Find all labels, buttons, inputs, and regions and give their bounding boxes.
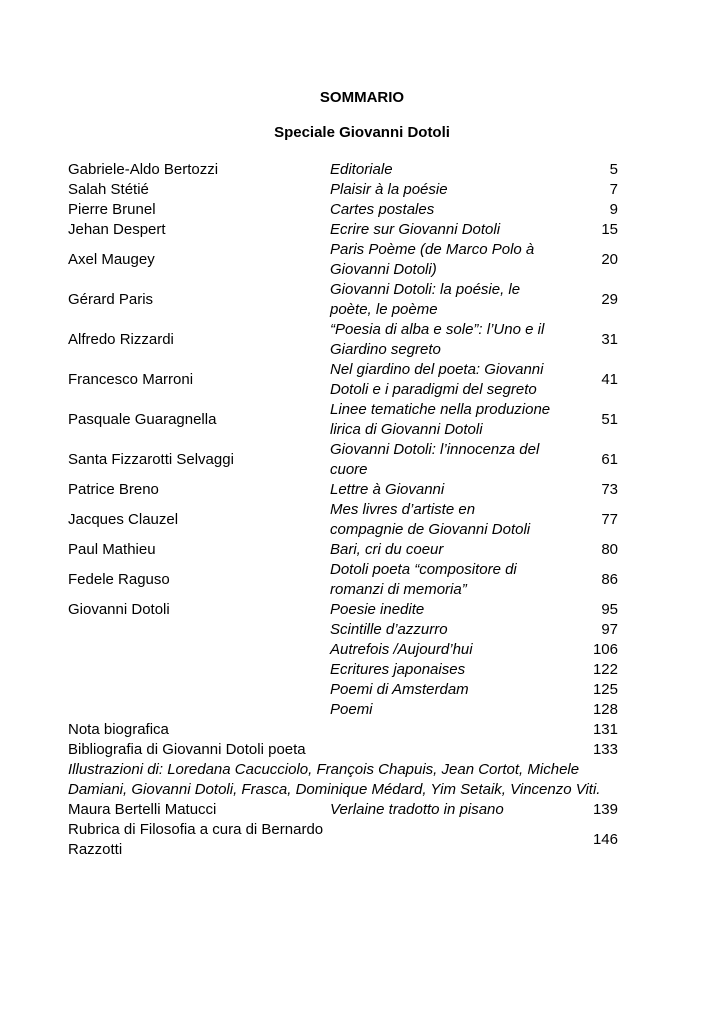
toc-title: Poemi [330,701,373,718]
table-row [66,280,620,320]
toc-page-number: 7 [609,181,618,198]
toc-title: Paris Poème (de Marco Polo à Giovanni Dotoli) [330,241,535,278]
toc-title: Verlaine tradotto in pisano [330,801,504,818]
page-subtitle: Speciale Giovanni Dotoli [274,124,450,141]
toc-title: Lettre à Giovanni [330,481,445,498]
table-row [66,400,620,440]
toc-page-number: 29 [601,291,618,308]
table-of-contents [66,160,620,860]
toc-author: Giovanni Dotoli [68,601,170,618]
table-row [66,440,620,480]
toc-page-number: 139 [592,801,618,818]
toc-page-number: 20 [601,251,618,268]
toc-author [66,700,328,720]
toc-page-number: 41 [601,371,618,388]
table-row [66,160,620,180]
toc-label: Nota biografica [68,721,169,738]
toc-author: Gabriele-Aldo Bertozzi [68,161,219,178]
toc-author: Paul Mathieu [68,541,156,558]
toc-title: Linee tematiche nella produzione lirica di Giovanni Dotoli [330,401,551,438]
toc-author: Francesco Marroni [68,371,194,388]
toc-author [66,680,328,700]
toc-page-number: 95 [601,601,618,618]
toc-author: Alfredo Rizzardi [68,331,174,348]
toc-page-number: 51 [601,411,618,428]
toc-author [66,640,328,660]
toc-author: Pasquale Guaragnella [68,411,217,428]
toc-row-illustrazioni [66,760,620,800]
toc-page-number: 106 [592,641,618,658]
toc-row-rubrica [66,820,620,860]
toc-title: Editoriale [330,161,393,178]
toc-title: Dotoli poeta “compositore di romanzi di memoria” [330,561,517,598]
toc-page-number: 97 [601,621,618,638]
toc-illustrations-credit: Illustrazioni di: Loredana Cacucciolo, François Chapuis, Jean Cortot, Michele Damiani, Giovanni Dotoli, Frasca, Dominique Médard, Yim Setaik, Vincenzo Viti. [68,761,601,798]
table-row [66,640,620,660]
table-row [66,220,620,240]
toc-title: Giovanni Dotoli: la poésie, le poète, le poème [330,281,521,318]
toc-author: Salah Stétié [68,181,149,198]
toc-title: Poesie inedite [330,601,425,618]
toc-page-number: 31 [601,331,618,348]
toc-author: Gérard Paris [68,291,154,308]
table-row [66,600,620,620]
toc-label: Rubrica di Filosofia a cura di Bernardo Razzotti [68,821,324,858]
toc-title: Cartes postales [330,201,435,218]
table-row [66,360,620,400]
table-row [66,540,620,560]
table-row [66,700,620,720]
toc-title: Giovanni Dotoli: l’innocenza del cuore [330,441,540,478]
toc-row-bibliografia [66,740,620,760]
table-row [66,320,620,360]
toc-page-number: 146 [592,831,618,848]
table-row [66,240,620,280]
toc-author [66,660,328,680]
toc-body [66,160,620,860]
toc-page-number: 133 [592,741,618,758]
toc-author: Patrice Breno [68,481,159,498]
toc-label: Bibliografia di Giovanni Dotoli poeta [68,741,306,758]
toc-page-number: 128 [592,701,618,718]
toc-author [66,620,328,640]
toc-author: Fedele Raguso [68,571,170,588]
toc-author: Maura Bertelli Matucci [68,801,217,818]
toc-title: Ecrire sur Giovanni Dotoli [330,221,501,238]
toc-title: Ecritures japonaises [330,661,466,678]
toc-author: Santa Fizzarotti Selvaggi [68,451,234,468]
table-row [66,480,620,500]
toc-title: Bari, cri du coeur [330,541,444,558]
table-row [66,620,620,640]
table-row [66,500,620,540]
toc-page-number: 86 [601,571,618,588]
toc-page-number: 73 [601,481,618,498]
toc-page-number: 5 [609,161,618,178]
toc-title: Plaisir à la poésie [330,181,448,198]
toc-page-number: 122 [592,661,618,678]
table-row [66,180,620,200]
table-row [66,200,620,220]
toc-page-number: 125 [592,681,618,698]
toc-page-number: 131 [592,721,618,738]
table-row [66,680,620,700]
toc-page-number: 61 [601,451,618,468]
toc-title: Nel giardino del poeta: Giovanni Dotoli e i paradigmi del segreto [330,361,544,398]
toc-author: Axel Maugey [68,251,155,268]
toc-author: Pierre Brunel [68,201,156,218]
table-row [66,560,620,600]
toc-page-number: 77 [601,511,618,528]
table-row [66,660,620,680]
toc-title: Mes livres d’artiste en compagnie de Giovanni Dotoli [330,501,531,538]
toc-row-nota-biografica [66,720,620,740]
toc-page-number: 80 [601,541,618,558]
toc-row-verlaine [66,800,620,820]
toc-author: Jacques Clauzel [68,511,179,528]
toc-page-number: 9 [609,201,618,218]
toc-author: Jehan Despert [68,221,166,238]
toc-title: Scintille d’azzurro [330,621,448,638]
toc-title: Autrefois /Aujourd’hui [330,641,473,658]
toc-title: “Poesia di alba e sole”: l’Uno e il Giardino segreto [330,321,545,358]
toc-title: Poemi di Amsterdam [330,681,469,698]
page-title: SOMMARIO [319,89,405,106]
toc-page-number: 15 [601,221,618,238]
